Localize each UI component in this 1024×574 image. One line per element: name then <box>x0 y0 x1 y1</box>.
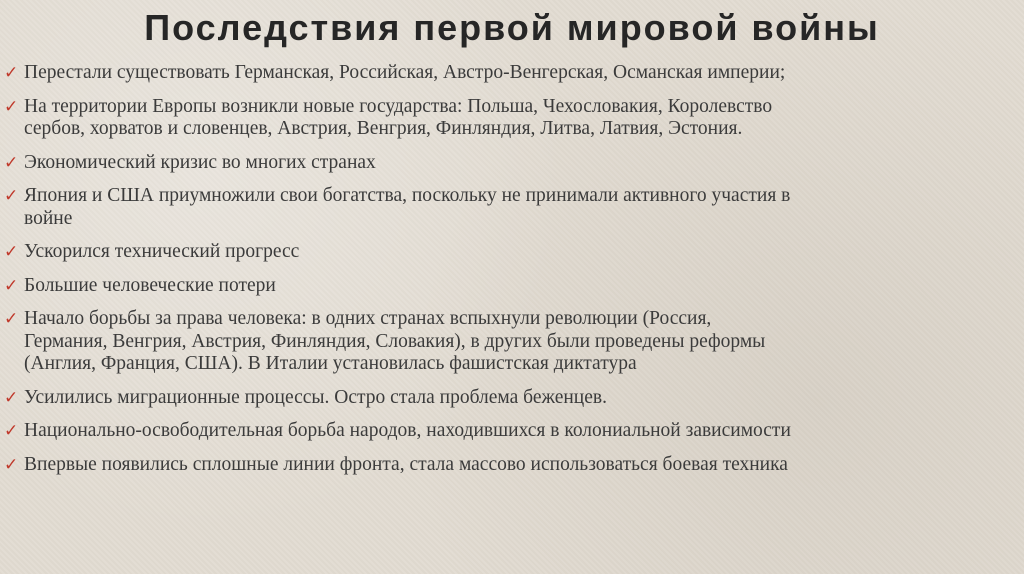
list-item <box>4 275 1016 298</box>
checkmark-icon: ✓ <box>4 63 19 83</box>
list-item-text: Большие человеческие потери <box>24 274 276 296</box>
list-item <box>4 308 1016 376</box>
checkmark-icon: ✓ <box>4 387 19 408</box>
list-item-text: Перестали существовать Германская, Российская, Австро-Венгерская, Османская империи; <box>24 62 786 83</box>
checkmark-icon: ✓ <box>4 96 19 117</box>
checkmark-icon: ✓ <box>4 152 19 173</box>
checkmark-icon: ✓ <box>4 186 19 206</box>
list-item <box>4 454 1016 477</box>
list-item <box>4 152 1016 175</box>
list-item <box>4 241 1016 264</box>
list-item-text: На территории Европы возникли новые государства: Польша, Чехословакия, Королевство сербов, хорватов и словенцев, Австрия, Венгрия, Финляндия, Литва, Латвия, Эстония. <box>24 95 773 139</box>
checkmark-icon: ✓ <box>4 275 19 296</box>
list-item-text: Экономический кризис во многих странах <box>24 151 376 173</box>
checkmark-icon: ✓ <box>4 421 19 441</box>
list-item <box>4 96 1016 141</box>
list-item-text: Ускорился технический прогресс <box>24 241 300 262</box>
list-item <box>4 420 1016 443</box>
consequences-list <box>4 62 1016 487</box>
list-item-text: Впервые появились сплошные линии фронта, стала массово использоваться боевая техника <box>24 453 788 475</box>
list-item-text: Национально-освободительная борьба народов, находившихся в колониальной зависимости <box>24 420 791 441</box>
list-item-text: Усилились миграционные процессы. Остро стала проблема беженцев. <box>24 386 607 408</box>
checkmark-icon: ✓ <box>4 309 19 329</box>
list-item <box>4 62 1016 85</box>
checkmark-icon: ✓ <box>4 454 19 475</box>
list-item-text: Япония и США приумножили свои богатства, поскольку не принимали активного участия в войне <box>24 185 791 229</box>
list-item <box>4 185 1016 230</box>
list-item <box>4 387 1016 410</box>
slide-title: Последствия первой мировой войны <box>144 7 880 48</box>
list-item-text: Начало борьбы за права человека: в одних странах вспыхнули революции (Россия, Германия, Венгрия, Австрия, Финляндия, Словакия), в других были проведены реформы (Англия, Франция, США). В Италии установилась фашистская диктатура <box>24 308 766 374</box>
checkmark-icon: ✓ <box>4 242 19 262</box>
